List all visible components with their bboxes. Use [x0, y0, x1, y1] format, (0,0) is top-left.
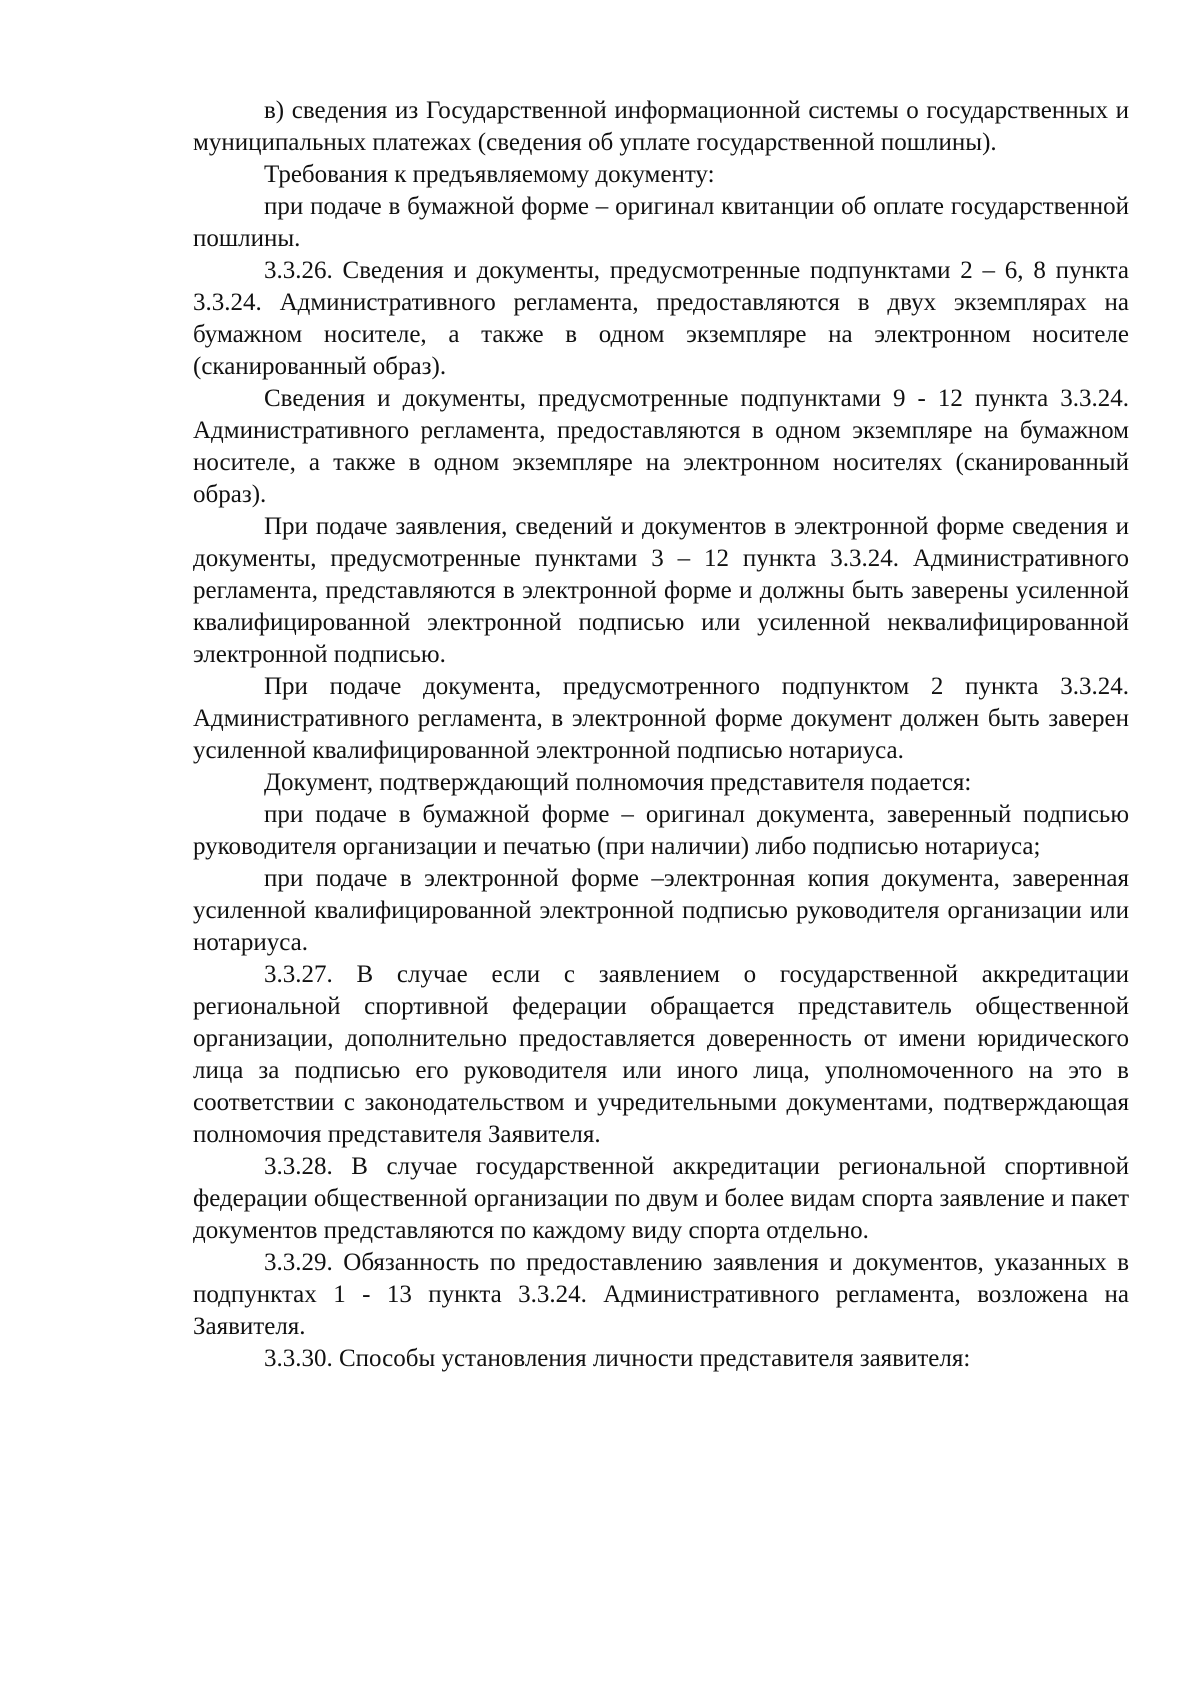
paragraph-3-3-26: 3.3.26. Сведения и документы, предусмотренные подпунктами 2 – 6, 8 пункта 3.3.24. Административного регламента, предоставляются в двух экземплярах на бумажном носителе, а также в одном экземпляре на электронном носителе (сканированный образ).: [193, 257, 1129, 380]
paragraph-subitems-9-12: Сведения и документы, предусмотренные подпунктами 9 - 12 пункта 3.3.24. Административного регламента, предоставляются в одном экземпляре на бумажном носителе, а также в одном экземпляре на электронном носителях (сканированный образ).: [193, 385, 1129, 508]
paragraph-notary-signature: При подаче документа, предусмотренного подпунктом 2 пункта 3.3.24. Административного регламента, в электронной форме документ должен быть заверен усиленной квалифицированной электронной подписью нотариуса.: [193, 673, 1129, 764]
paragraph-3-3-30: 3.3.30. Способы установления личности представителя заявителя:: [264, 1345, 971, 1372]
paragraph-requirements: Требования к предъявляемому документу:: [264, 161, 715, 188]
paragraph-electronic-authority: при подаче в электронной форме –электронная копия документа, заверенная усиленной квалифицированной электронной подписью руководителя организации или нотариуса.: [193, 865, 1129, 956]
document-body: [193, 95, 1129, 1375]
paragraph-3-3-28: 3.3.28. В случае государственной аккредитации региональной спортивной федерации общественной организации по двум и более видам спорта заявление и пакет документов представляются по каждому виду спорта отдельно.: [193, 1153, 1129, 1244]
paragraph-authority-document: Документ, подтверждающий полномочия представителя подается:: [264, 769, 972, 796]
paragraph-payment-info: в) сведения из Государственной информационной системы о государственных и муниципальных платежах (сведения об уплате государственной пошлины).: [193, 97, 1129, 156]
paragraph-paper-authority: при подаче в бумажной форме – оригинал документа, заверенный подписью руководителя организации и печатью (при наличии) либо подписью нотариуса;: [193, 801, 1129, 860]
paragraph-3-3-27: 3.3.27. В случае если с заявлением о государственной аккредитации региональной спортивной федерации обращается представитель общественной организации, дополнительно предоставляется доверенность от имени юридического лица за подписью его руководителя или иного лица, уполномоченного на это в соответствии с законодательством и учредительными документами, подтверждающая полномочия представителя Заявителя.: [193, 961, 1129, 1148]
paragraph-paper-receipt: при подаче в бумажной форме – оригинал квитанции об оплате государственной пошлины.: [193, 193, 1129, 252]
paragraph-electronic-submission: При подаче заявления, сведений и документов в электронной форме сведения и документы, предусмотренные пунктами 3 – 12 пункта 3.3.24. Административного регламента, представляются в электронной форме и должны быть заверены усиленной квалифицированной электронной подписью или усиленной неквалифицированной электронной подписью.: [193, 513, 1129, 668]
paragraph-3-3-29: 3.3.29. Обязанность по предоставлению заявления и документов, указанных в подпунктах 1 - 13 пункта 3.3.24. Административного регламента, возложена на Заявителя.: [193, 1249, 1129, 1340]
